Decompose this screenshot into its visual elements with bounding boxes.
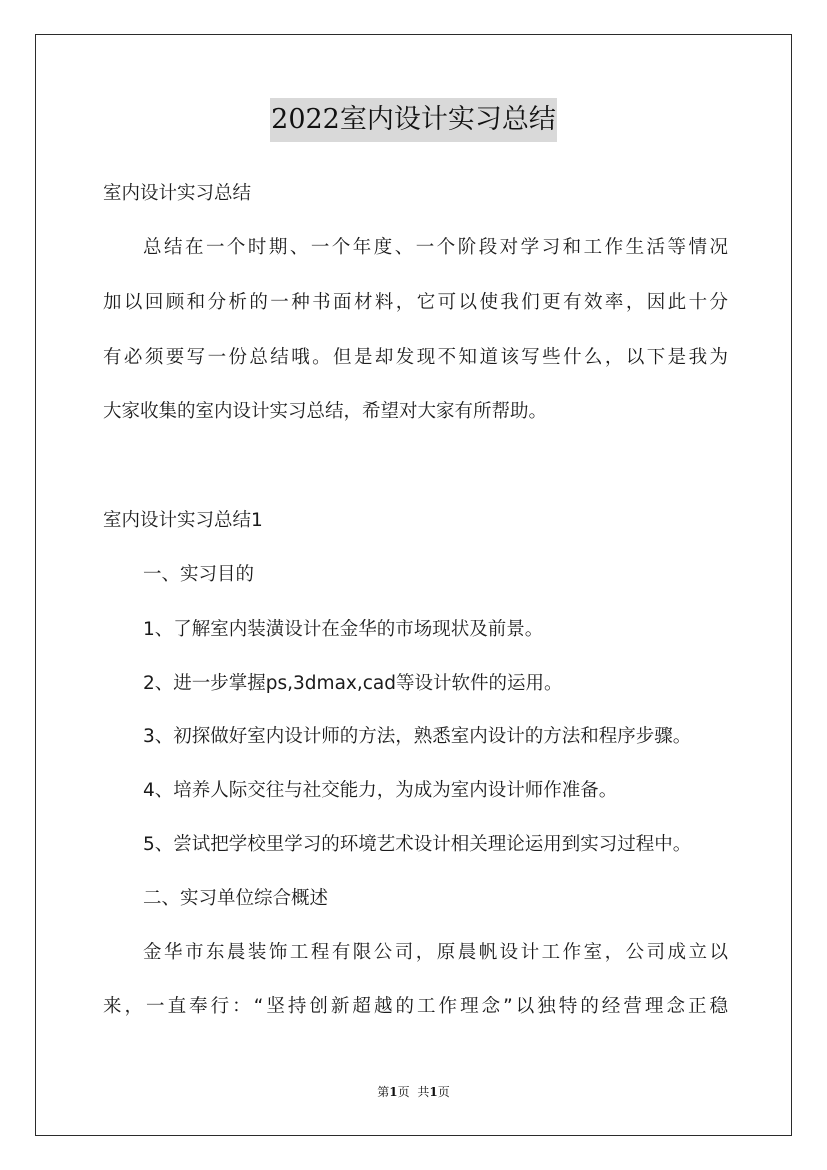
- part-2-heading: 二、实习单位综合概述: [143, 888, 329, 909]
- company-line-1: 金华市东晨装饰工程有限公司，原晨帆设计工作室，公司成立以: [143, 942, 728, 963]
- document-title: 2022室内设计实习总结: [270, 98, 557, 142]
- objective-4: 4、培养人际交往与社交能力，为成为室内设计师作准备。: [143, 780, 618, 801]
- objective-1: 1、了解室内装潢设计在金华的市场现状及前景。: [143, 619, 544, 640]
- intro-line-2: 加以回顾和分析的一种书面材料，它可以使我们更有效率，因此十分: [103, 292, 728, 313]
- section-1-heading: 室内设计实习总结1: [103, 510, 263, 531]
- total-pages: 1: [429, 1085, 438, 1099]
- title-container: [0, 98, 827, 142]
- total-suffix: 页: [437, 1085, 450, 1099]
- page-suffix: 页: [397, 1085, 410, 1099]
- objective-2: 2、进一步掌握ps,3dmax,cad等设计软件的运用。: [143, 673, 563, 694]
- page-number: 1: [389, 1085, 398, 1099]
- objective-5: 5、尝试把学校里学习的环境艺术设计相关理论运用到实习过程中。: [143, 834, 692, 855]
- intro-line-4: 大家收集的室内设计实习总结，希望对大家有所帮助。: [103, 401, 548, 422]
- page-footer: [0, 1083, 827, 1100]
- objective-3: 3、初探做好室内设计师的方法，熟悉室内设计的方法和程序步骤。: [143, 726, 692, 747]
- document-subtitle: 室内设计实习总结: [103, 183, 252, 204]
- page-prefix: 第: [377, 1085, 390, 1099]
- part-1-heading: 一、实习目的: [143, 564, 255, 585]
- company-line-2: 来，一直奉行：“坚持创新超越的工作理念”以独特的经营理念正稳: [103, 996, 728, 1017]
- intro-line-1: 总结在一个时期、一个年度、一个阶段对学习和工作生活等情况: [143, 237, 728, 258]
- total-prefix: 共: [417, 1085, 430, 1099]
- intro-line-3: 有必须要写一份总结哦。但是却发现不知道该写些什么，以下是我为: [103, 347, 728, 368]
